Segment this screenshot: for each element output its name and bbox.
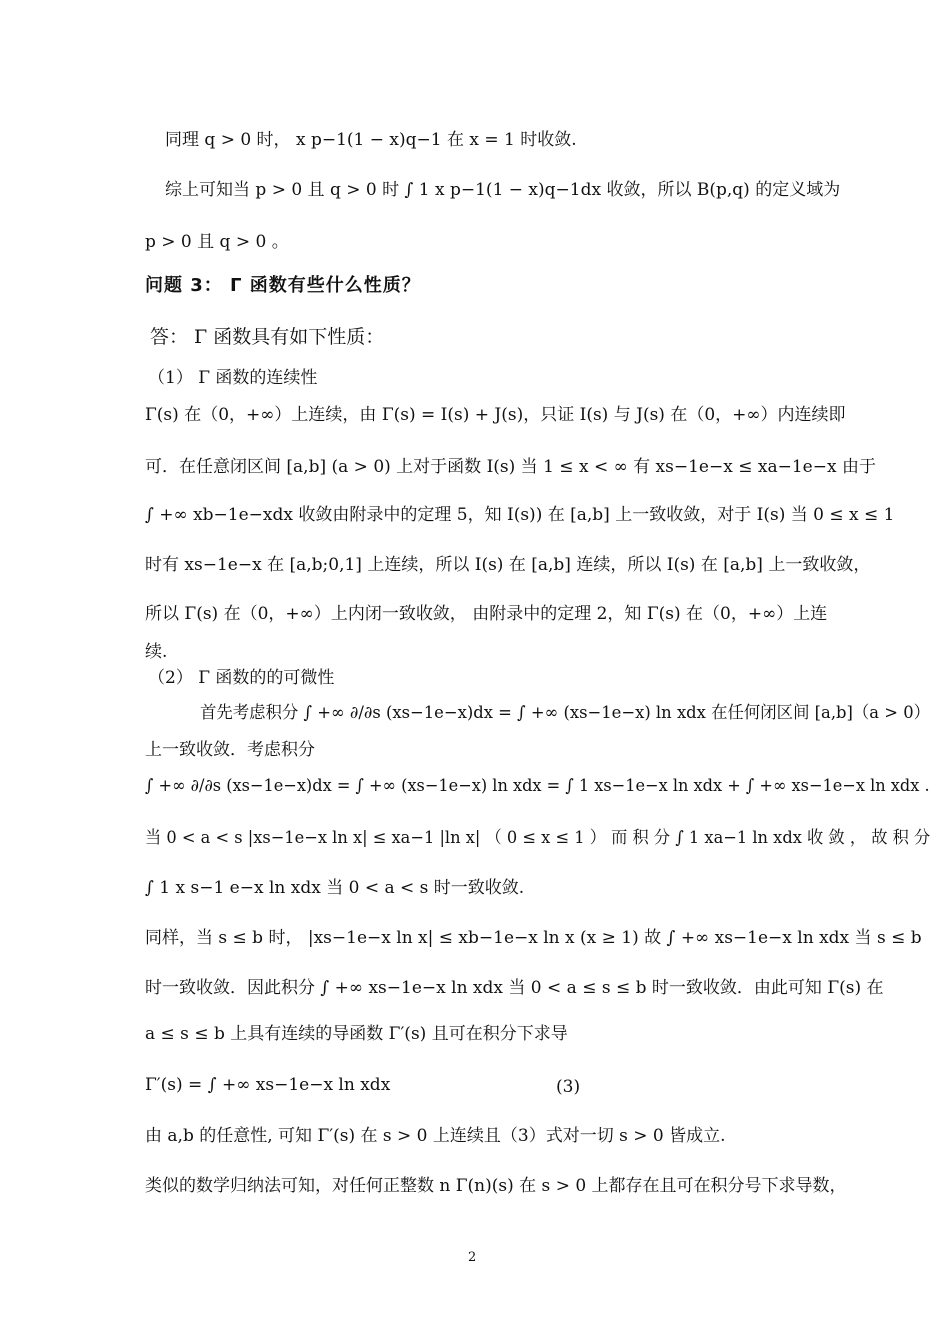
text-line: 类似的数学归纳法可知，对任何正整数 n Γ(n)(s) 在 s > 0 上都存在且可在积分号下求导数，	[145, 1176, 847, 1196]
text-line: 可．在任意闭区间 [a,b] (a > 0) 上对于函数 I(s) 当 1 ≤ x < ∞ 有 xs−1e−x ≤ xa−1e−x 由于	[145, 457, 876, 477]
text-line: 由 a,b 的任意性, 可知 Γ′(s) 在 s > 0 上连续且（3）式对一切 s > 0 皆成立.	[145, 1126, 726, 1146]
equation-line: ∫ +∞ ∂/∂s (xs−1e−x)dx = ∫ +∞ (xs−1e−x) ln xdx = ∫ 1 xs−1e−x ln xdx + ∫ +∞ xs−1e−x ln xdx .	[145, 776, 930, 796]
section-heading: 问题 3： Γ 函数有些什么性质？	[145, 275, 421, 296]
text-line: 同理 q > 0 时， x p−1(1 − x)q−1 在 x = 1 时收敛.	[165, 130, 577, 150]
text-line: 时一致收敛．因此积分 ∫ +∞ xs−1e−x ln xdx 当 0 < a ≤ s ≤ b 时一致收敛．由此可知 Γ(s) 在	[145, 978, 884, 998]
text-line: 首先考虑积分 ∫ +∞ ∂/∂s (xs−1e−x)dx = ∫ +∞ (xs−1e−x) ln xdx 在任何闭区间 [a,b]（a > 0）	[200, 703, 931, 723]
answer-intro: 答： Γ 函数具有如下性质：	[150, 326, 385, 348]
text-line: p > 0 且 q > 0 。	[145, 232, 289, 252]
page-number: 2	[468, 1250, 477, 1265]
equation-number: (3)	[556, 1077, 581, 1097]
subsection-heading: （2） Γ 函数的的可微性	[148, 668, 335, 688]
text-line: 续.	[145, 642, 168, 662]
text-line: ∫ 1 x s−1 e−x ln xdx 当 0 < a < s 时一致收敛.	[145, 878, 525, 898]
text-line: 当 0 < a < s |xs−1e−x ln x| ≤ xa−1 |ln x| （ 0 ≤ x ≤ 1 ） 而 积 分 ∫ 1 xa−1 ln xdx 收 敛 ， 故 积 分	[145, 828, 931, 848]
subsection-heading: （1） Γ 函数的连续性	[148, 368, 318, 388]
text-line: a ≤ s ≤ b 上具有连续的导函数 Γ′(s) 且可在积分下求导	[145, 1024, 568, 1044]
text-line: 同样，当 s ≤ b 时， |xs−1e−x ln x| ≤ xb−1e−x ln x (x ≥ 1) 故 ∫ +∞ xs−1e−x ln xdx 当 s ≤ b	[145, 928, 922, 948]
text-line: 所以 Γ(s) 在（0，+∞）上内闭一致收敛， 由附录中的定理 2，知 Γ(s) 在（0，+∞）上连	[145, 604, 828, 624]
text-line: 时有 xs−1e−x 在 [a,b;0,1] 上连续，所以 I(s) 在 [a,b] 连续，所以 I(s) 在 [a,b] 上一致收敛，	[145, 555, 871, 575]
text-line: 综上可知当 p > 0 且 q > 0 时 ∫ 1 x p−1(1 − x)q−1dx 收敛，所以 B(p,q) 的定义域为	[165, 180, 841, 200]
text-line: 上一致收敛．考虑积分	[145, 740, 315, 760]
equation-line: Γ′(s) = ∫ +∞ xs−1e−x ln xdx	[145, 1075, 391, 1095]
text-line: Γ(s) 在（0，+∞）上连续，由 Γ(s) = I(s) + J(s)，只证 I(s) 与 J(s) 在（0，+∞）内连续即	[145, 405, 846, 425]
text-line: ∫ +∞ xb−1e−xdx 收敛由附录中的定理 5，知 I(s)) 在 [a,b] 上一致收敛，对于 I(s) 当 0 ≤ x ≤ 1	[145, 505, 895, 525]
